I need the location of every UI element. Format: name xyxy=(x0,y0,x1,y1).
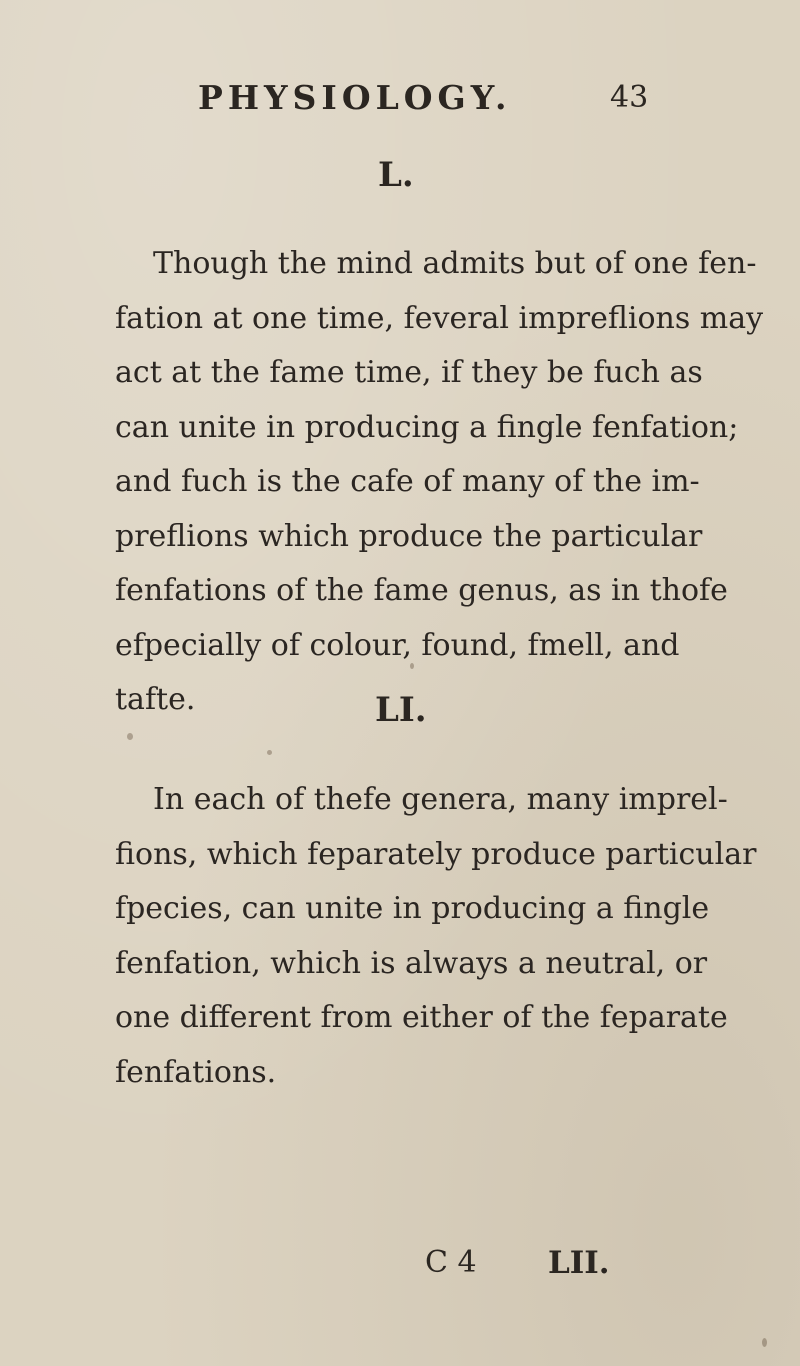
paragraph-section-l xyxy=(115,237,764,728)
paper-spot xyxy=(410,663,414,669)
paper-spot xyxy=(267,750,272,755)
text-line: and fuch is the cafe of many of the im- xyxy=(115,464,700,499)
text-line: fenfations. xyxy=(115,1054,277,1090)
text-line: efpecially of colour, found, fmell, and xyxy=(115,627,680,663)
text-line: fation at one time, feveral impreflions may xyxy=(115,300,764,336)
text-line: tafte. xyxy=(115,682,196,717)
text-line: act at the fame time, if they be fuch as xyxy=(115,355,703,390)
section-numeral-li: LI. xyxy=(375,690,427,730)
running-title: PHYSIOLOGY. xyxy=(198,78,512,117)
text-line: preflions which produce the particular xyxy=(115,518,703,554)
section-numeral-l: L. xyxy=(378,155,414,195)
text-line: fions, which feparately produce particular xyxy=(115,836,757,872)
text-line: fenfation, which is always a neutral, or xyxy=(115,945,708,981)
text-line: Though the mind admits but of one fen- xyxy=(153,246,757,281)
catchword: LII. xyxy=(548,1245,610,1281)
signature-mark: C 4 xyxy=(425,1245,477,1280)
page-number: 43 xyxy=(610,80,649,115)
page-footer xyxy=(0,1245,800,1285)
text-line: can unite in producing a fingle fenfation; xyxy=(115,409,739,445)
text-line: In each of thefe genera, many imprel- xyxy=(153,782,728,817)
running-head xyxy=(0,78,800,128)
text-line: one different from either of the feparate xyxy=(115,1000,728,1035)
paper-spot xyxy=(762,1338,767,1347)
text-line: fpecies, can unite in producing a fingle xyxy=(115,891,710,926)
paragraph-section-li xyxy=(115,773,757,1100)
paper-spot xyxy=(127,733,133,740)
text-line: fenfations of the fame genus, as in thofe xyxy=(115,573,728,608)
